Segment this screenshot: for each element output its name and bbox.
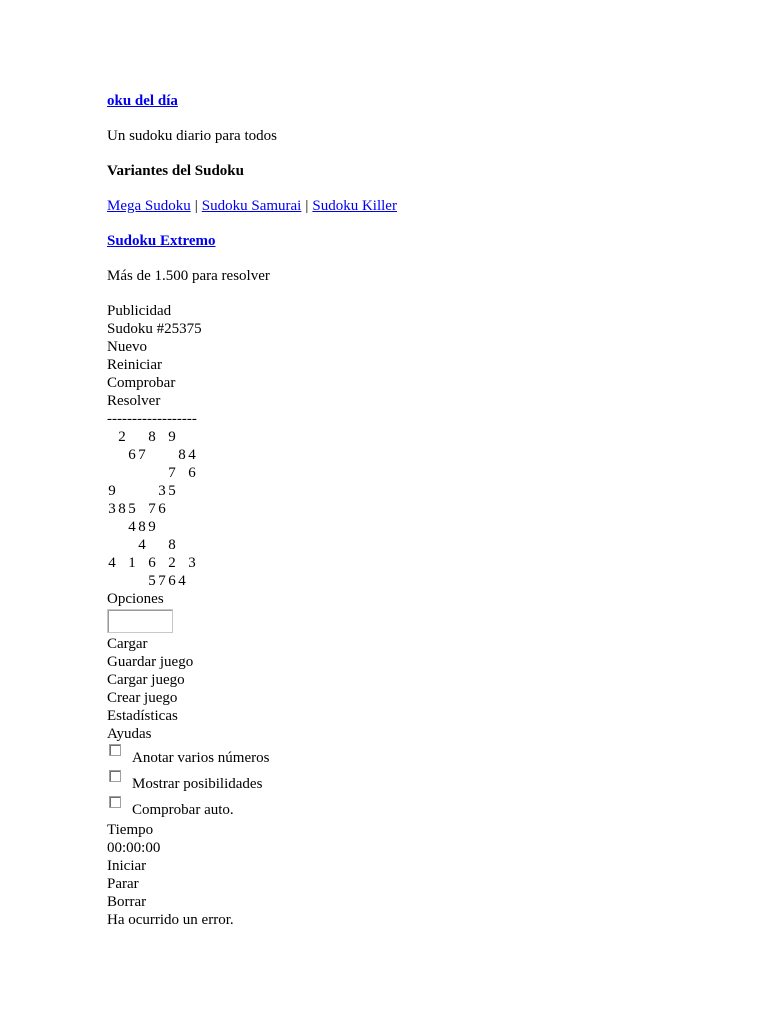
options-label: Opciones xyxy=(107,591,164,607)
sudoku-extremo-description: Más de 1.500 para resolver xyxy=(107,268,270,284)
sudoku-cell[interactable]: 8 xyxy=(138,519,146,535)
timer-value: 00:00:00 xyxy=(107,840,161,856)
sudoku-cell[interactable]: 8 xyxy=(168,537,176,553)
sudoku-extremo-link[interactable]: Sudoku Extremo xyxy=(107,233,216,249)
variants-separator: | xyxy=(305,198,309,214)
sudoku-extremo-row xyxy=(107,232,707,250)
sudoku-cell[interactable]: 7 xyxy=(158,573,166,589)
sudoku-cell[interactable]: 4 xyxy=(178,573,186,589)
sudoku-row xyxy=(107,464,707,482)
sudoku-cell[interactable]: 3 xyxy=(188,555,196,571)
show-possibilities-label: Mostrar posibilidades xyxy=(132,776,263,792)
sudoku-cell[interactable]: 6 xyxy=(148,555,156,571)
options-text-input[interactable] xyxy=(107,609,173,633)
sudoku-row xyxy=(107,446,707,464)
sudoku-cell[interactable]: 6 xyxy=(158,501,166,517)
sudoku-row xyxy=(107,500,707,518)
daily-sudoku-row xyxy=(107,92,707,110)
timer-clear-button[interactable]: Borrar xyxy=(107,894,147,910)
timer-stop-button[interactable]: Parar xyxy=(107,876,139,892)
sudoku-row xyxy=(107,518,707,536)
sudoku-cell[interactable]: 8 xyxy=(118,501,126,517)
sudoku-cell[interactable]: 4 xyxy=(188,447,196,463)
sudoku-row xyxy=(107,482,707,500)
sudoku-samurai-link[interactable]: Sudoku Samurai xyxy=(201,198,302,214)
sudoku-cell[interactable]: 8 xyxy=(148,429,156,445)
sudoku-cell[interactable]: 2 xyxy=(118,429,126,445)
auto-check-option xyxy=(107,795,707,821)
save-game-button[interactable]: Guardar juego xyxy=(107,654,194,670)
load-game-button[interactable]: Cargar juego xyxy=(107,672,185,688)
auto-check-checkbox[interactable] xyxy=(109,796,121,808)
show-possibilities-option xyxy=(107,769,707,795)
sudoku-cell[interactable]: 9 xyxy=(168,429,176,445)
sudoku-cell[interactable]: 5 xyxy=(168,483,176,499)
note-multiple-checkbox[interactable] xyxy=(109,744,121,756)
sudoku-cell[interactable]: 9 xyxy=(108,483,116,499)
daily-sudoku-description: Un sudoku diario para todos xyxy=(107,128,277,144)
sudoku-cell[interactable]: 7 xyxy=(168,465,176,481)
sudoku-cell[interactable]: 4 xyxy=(138,537,146,553)
sudoku-killer-link[interactable]: Sudoku Killer xyxy=(312,198,397,214)
show-possibilities-checkbox[interactable] xyxy=(109,770,121,782)
sudoku-cell[interactable]: 4 xyxy=(108,555,116,571)
ad-label: Publicidad xyxy=(107,303,172,319)
sudoku-cell[interactable]: 3 xyxy=(108,501,116,517)
sudoku-cell[interactable]: 2 xyxy=(168,555,176,571)
restart-button[interactable]: Reiniciar xyxy=(107,357,162,373)
timer-label: Tiempo xyxy=(107,822,154,838)
sudoku-cell[interactable]: 1 xyxy=(128,555,136,571)
sudoku-cell[interactable]: 6 xyxy=(128,447,136,463)
divider: ------------------ xyxy=(107,411,197,427)
sudoku-cell[interactable]: 6 xyxy=(168,573,176,589)
new-game-button[interactable]: Nuevo xyxy=(107,339,147,355)
sudoku-grid xyxy=(107,428,707,590)
sudoku-cell[interactable]: 5 xyxy=(148,573,156,589)
variants-links xyxy=(107,197,707,215)
note-multiple-option xyxy=(107,743,707,769)
statistics-button[interactable]: Estadísticas xyxy=(107,708,178,724)
sudoku-cell[interactable]: 4 xyxy=(128,519,136,535)
page-content xyxy=(107,92,707,929)
check-button[interactable]: Comprobar xyxy=(107,375,176,391)
sudoku-row xyxy=(107,554,707,572)
mega-sudoku-link[interactable]: Mega Sudoku xyxy=(107,198,191,214)
error-message: Ha ocurrido un error. xyxy=(107,912,234,928)
variants-heading: Variantes del Sudoku xyxy=(107,163,244,179)
create-game-button[interactable]: Crear juego xyxy=(107,690,178,706)
sudoku-cell[interactable]: 7 xyxy=(148,501,156,517)
sudoku-cell[interactable]: 3 xyxy=(158,483,166,499)
solve-button[interactable]: Resolver xyxy=(107,393,161,409)
help-button[interactable]: Ayudas xyxy=(107,726,152,742)
variants-separator: | xyxy=(194,198,198,214)
sudoku-cell[interactable]: 9 xyxy=(148,519,156,535)
auto-check-label: Comprobar auto. xyxy=(132,802,234,818)
sudoku-cell[interactable]: 8 xyxy=(178,447,186,463)
note-multiple-label: Anotar varios números xyxy=(132,750,270,766)
sudoku-row xyxy=(107,572,707,590)
timer-start-button[interactable]: Iniciar xyxy=(107,858,147,874)
load-button[interactable]: Cargar xyxy=(107,636,148,652)
sudoku-cell[interactable]: 5 xyxy=(128,501,136,517)
sudoku-row xyxy=(107,536,707,554)
sudoku-title: Sudoku #25375 xyxy=(107,321,202,337)
sudoku-cell[interactable]: 7 xyxy=(138,447,146,463)
sudoku-row xyxy=(107,428,707,446)
daily-sudoku-link[interactable]: oku del día xyxy=(107,93,178,109)
sudoku-cell[interactable]: 6 xyxy=(188,465,196,481)
